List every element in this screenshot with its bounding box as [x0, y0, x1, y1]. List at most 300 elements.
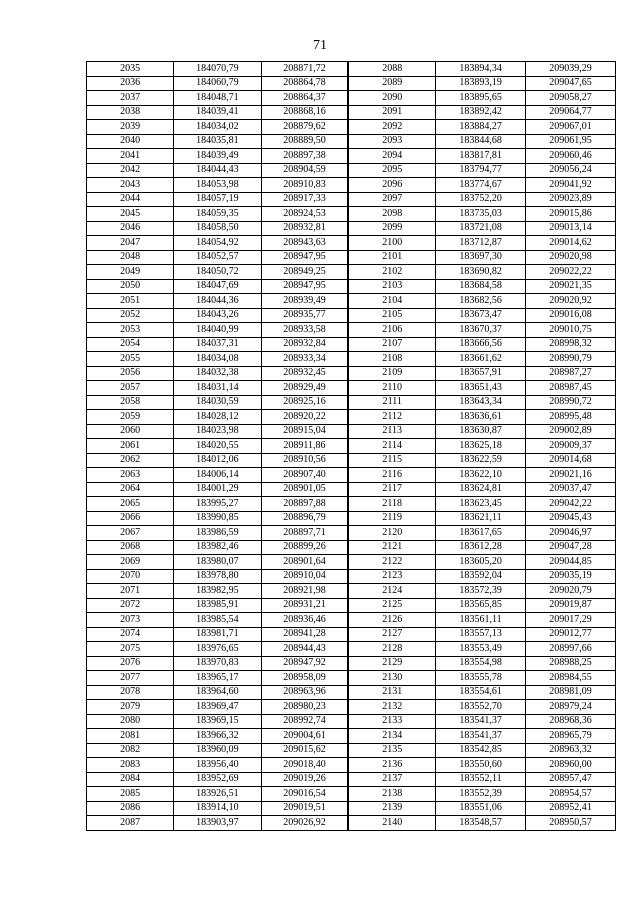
- x-coordinate-left-cell: 183978,80: [174, 569, 261, 584]
- y-coordinate-left-cell: 208947,95: [261, 279, 348, 294]
- table-row: [87, 540, 616, 555]
- x-coordinate-right-cell: 183630,87: [436, 424, 526, 439]
- point-number-right-cell: 2128: [348, 642, 435, 657]
- point-number-left-cell: 2053: [87, 323, 174, 338]
- y-coordinate-left-cell: 208864,78: [261, 76, 348, 91]
- x-coordinate-left-cell: 184050,72: [174, 265, 261, 280]
- table-row: [87, 381, 616, 396]
- y-coordinate-right-cell: 208984,55: [526, 671, 616, 686]
- point-number-right-cell: 2132: [348, 700, 435, 715]
- x-coordinate-left-cell: 184040,99: [174, 323, 261, 338]
- point-number-left-cell: 2036: [87, 76, 174, 91]
- y-coordinate-right-cell: 208963,32: [526, 743, 616, 758]
- point-number-right-cell: 2125: [348, 598, 435, 613]
- point-number-right-cell: 2124: [348, 584, 435, 599]
- point-number-right-cell: 2116: [348, 468, 435, 483]
- y-coordinate-right-cell: 209020,79: [526, 584, 616, 599]
- table-row: [87, 105, 616, 120]
- x-coordinate-right-cell: 183565,85: [436, 598, 526, 613]
- x-coordinate-left-cell: 184043,26: [174, 308, 261, 323]
- y-coordinate-left-cell: 208935,77: [261, 308, 348, 323]
- point-number-left-cell: 2077: [87, 671, 174, 686]
- table-row: [87, 352, 616, 367]
- x-coordinate-left-cell: 184006,14: [174, 468, 261, 483]
- y-coordinate-left-cell: 208904,59: [261, 163, 348, 178]
- x-coordinate-left-cell: 183981,71: [174, 627, 261, 642]
- table-row: [87, 598, 616, 613]
- point-number-right-cell: 2127: [348, 627, 435, 642]
- table-row: [87, 236, 616, 251]
- x-coordinate-left-cell: 184039,41: [174, 105, 261, 120]
- y-coordinate-right-cell: 209012,77: [526, 627, 616, 642]
- x-coordinate-right-cell: 183673,47: [436, 308, 526, 323]
- y-coordinate-left-cell: 208941,28: [261, 627, 348, 642]
- y-coordinate-right-cell: 209020,98: [526, 250, 616, 265]
- x-coordinate-right-cell: 183682,56: [436, 294, 526, 309]
- point-number-left-cell: 2061: [87, 439, 174, 454]
- y-coordinate-left-cell: 208947,92: [261, 656, 348, 671]
- x-coordinate-left-cell: 184001,29: [174, 482, 261, 497]
- coordinates-table: [86, 61, 616, 831]
- x-coordinate-right-cell: 183622,59: [436, 453, 526, 468]
- x-coordinate-right-cell: 183548,57: [436, 816, 526, 831]
- y-coordinate-right-cell: 208979,24: [526, 700, 616, 715]
- x-coordinate-left-cell: 184057,19: [174, 192, 261, 207]
- x-coordinate-right-cell: 183794,77: [436, 163, 526, 178]
- table-row: [87, 410, 616, 425]
- y-coordinate-left-cell: 208907,40: [261, 468, 348, 483]
- point-number-right-cell: 2113: [348, 424, 435, 439]
- x-coordinate-right-cell: 183605,20: [436, 555, 526, 570]
- y-coordinate-right-cell: 208981,09: [526, 685, 616, 700]
- y-coordinate-left-cell: 209018,40: [261, 758, 348, 773]
- table-row: [87, 569, 616, 584]
- x-coordinate-right-cell: 183690,82: [436, 265, 526, 280]
- table-row: [87, 395, 616, 410]
- point-number-left-cell: 2070: [87, 569, 174, 584]
- point-number-left-cell: 2043: [87, 178, 174, 193]
- table-row: [87, 656, 616, 671]
- point-number-right-cell: 2133: [348, 714, 435, 729]
- y-coordinate-right-cell: 208987,45: [526, 381, 616, 396]
- point-number-left-cell: 2050: [87, 279, 174, 294]
- y-coordinate-right-cell: 209047,65: [526, 76, 616, 91]
- table-row: [87, 613, 616, 628]
- x-coordinate-right-cell: 183670,37: [436, 323, 526, 338]
- point-number-left-cell: 2073: [87, 613, 174, 628]
- table-row: [87, 163, 616, 178]
- point-number-right-cell: 2129: [348, 656, 435, 671]
- x-coordinate-right-cell: 183622,10: [436, 468, 526, 483]
- y-coordinate-right-cell: 209058,27: [526, 91, 616, 106]
- y-coordinate-left-cell: 209019,26: [261, 772, 348, 787]
- x-coordinate-right-cell: 183623,45: [436, 497, 526, 512]
- x-coordinate-left-cell: 184053,98: [174, 178, 261, 193]
- y-coordinate-left-cell: 208933,58: [261, 323, 348, 338]
- y-coordinate-left-cell: 208897,71: [261, 526, 348, 541]
- y-coordinate-right-cell: 209015,86: [526, 207, 616, 222]
- point-number-right-cell: 2139: [348, 801, 435, 816]
- y-coordinate-right-cell: 209013,14: [526, 221, 616, 236]
- y-coordinate-left-cell: 208939,49: [261, 294, 348, 309]
- point-number-right-cell: 2119: [348, 511, 435, 526]
- y-coordinate-right-cell: 209045,43: [526, 511, 616, 526]
- y-coordinate-left-cell: 209019,51: [261, 801, 348, 816]
- point-number-right-cell: 2094: [348, 149, 435, 164]
- y-coordinate-right-cell: 209042,22: [526, 497, 616, 512]
- y-coordinate-left-cell: 208936,46: [261, 613, 348, 628]
- point-number-left-cell: 2083: [87, 758, 174, 773]
- x-coordinate-left-cell: 184012,06: [174, 453, 261, 468]
- point-number-right-cell: 2121: [348, 540, 435, 555]
- x-coordinate-left-cell: 183982,95: [174, 584, 261, 599]
- table-row: [87, 787, 616, 802]
- y-coordinate-right-cell: 208952,41: [526, 801, 616, 816]
- table-row: [87, 700, 616, 715]
- x-coordinate-right-cell: 183561,11: [436, 613, 526, 628]
- point-number-left-cell: 2078: [87, 685, 174, 700]
- point-number-left-cell: 2051: [87, 294, 174, 309]
- point-number-right-cell: 2093: [348, 134, 435, 149]
- x-coordinate-right-cell: 183893,19: [436, 76, 526, 91]
- y-coordinate-right-cell: 209014,62: [526, 236, 616, 251]
- x-coordinate-right-cell: 183844,68: [436, 134, 526, 149]
- y-coordinate-left-cell: 208949,25: [261, 265, 348, 280]
- y-coordinate-left-cell: 208868,16: [261, 105, 348, 120]
- point-number-left-cell: 2058: [87, 395, 174, 410]
- y-coordinate-left-cell: 209015,62: [261, 743, 348, 758]
- y-coordinate-right-cell: 209021,35: [526, 279, 616, 294]
- point-number-right-cell: 2095: [348, 163, 435, 178]
- x-coordinate-left-cell: 184035,81: [174, 134, 261, 149]
- y-coordinate-right-cell: 209009,37: [526, 439, 616, 454]
- point-number-left-cell: 2048: [87, 250, 174, 265]
- y-coordinate-right-cell: 209047,28: [526, 540, 616, 555]
- y-coordinate-left-cell: 208915,04: [261, 424, 348, 439]
- x-coordinate-left-cell: 183985,54: [174, 613, 261, 628]
- y-coordinate-left-cell: 208879,62: [261, 120, 348, 135]
- y-coordinate-right-cell: 209067,01: [526, 120, 616, 135]
- point-number-left-cell: 2063: [87, 468, 174, 483]
- x-coordinate-left-cell: 184034,08: [174, 352, 261, 367]
- x-coordinate-right-cell: 183621,11: [436, 511, 526, 526]
- x-coordinate-right-cell: 183572,39: [436, 584, 526, 599]
- y-coordinate-right-cell: 209019,87: [526, 598, 616, 613]
- x-coordinate-left-cell: 184070,79: [174, 62, 261, 77]
- x-coordinate-right-cell: 183774,67: [436, 178, 526, 193]
- y-coordinate-left-cell: 208911,86: [261, 439, 348, 454]
- x-coordinate-right-cell: 183636,61: [436, 410, 526, 425]
- x-coordinate-right-cell: 183612,28: [436, 540, 526, 555]
- point-number-left-cell: 2082: [87, 743, 174, 758]
- x-coordinate-right-cell: 183554,61: [436, 685, 526, 700]
- x-coordinate-right-cell: 183552,70: [436, 700, 526, 715]
- point-number-right-cell: 2126: [348, 613, 435, 628]
- point-number-left-cell: 2045: [87, 207, 174, 222]
- y-coordinate-right-cell: 209016,08: [526, 308, 616, 323]
- x-coordinate-left-cell: 184052,57: [174, 250, 261, 265]
- y-coordinate-right-cell: 209014,68: [526, 453, 616, 468]
- x-coordinate-left-cell: 183990,85: [174, 511, 261, 526]
- y-coordinate-left-cell: 208932,84: [261, 337, 348, 352]
- point-number-left-cell: 2057: [87, 381, 174, 396]
- table-row: [87, 424, 616, 439]
- y-coordinate-right-cell: 208950,57: [526, 816, 616, 831]
- x-coordinate-left-cell: 183952,69: [174, 772, 261, 787]
- table-row: [87, 511, 616, 526]
- y-coordinate-right-cell: 208990,79: [526, 352, 616, 367]
- point-number-left-cell: 2046: [87, 221, 174, 236]
- point-number-right-cell: 2135: [348, 743, 435, 758]
- point-number-right-cell: 2140: [348, 816, 435, 831]
- x-coordinate-right-cell: 183557,13: [436, 627, 526, 642]
- y-coordinate-right-cell: 208995,48: [526, 410, 616, 425]
- x-coordinate-right-cell: 183555,78: [436, 671, 526, 686]
- y-coordinate-right-cell: 209023,89: [526, 192, 616, 207]
- point-number-right-cell: 2109: [348, 366, 435, 381]
- point-number-right-cell: 2114: [348, 439, 435, 454]
- point-number-left-cell: 2054: [87, 337, 174, 352]
- x-coordinate-left-cell: 183969,47: [174, 700, 261, 715]
- y-coordinate-left-cell: 208932,81: [261, 221, 348, 236]
- table-row: [87, 453, 616, 468]
- x-coordinate-right-cell: 183721,08: [436, 221, 526, 236]
- x-coordinate-right-cell: 183542,85: [436, 743, 526, 758]
- table-row: [87, 743, 616, 758]
- point-number-right-cell: 2137: [348, 772, 435, 787]
- point-number-right-cell: 2089: [348, 76, 435, 91]
- y-coordinate-left-cell: 208897,38: [261, 149, 348, 164]
- y-coordinate-right-cell: 208998,32: [526, 337, 616, 352]
- y-coordinate-right-cell: 209010,75: [526, 323, 616, 338]
- y-coordinate-right-cell: 208997,66: [526, 642, 616, 657]
- table-row: [87, 366, 616, 381]
- point-number-left-cell: 2042: [87, 163, 174, 178]
- table-row: [87, 120, 616, 135]
- table-row: [87, 178, 616, 193]
- table-row: [87, 337, 616, 352]
- y-coordinate-left-cell: 209016,54: [261, 787, 348, 802]
- x-coordinate-left-cell: 183926,51: [174, 787, 261, 802]
- y-coordinate-left-cell: 208889,50: [261, 134, 348, 149]
- point-number-left-cell: 2039: [87, 120, 174, 135]
- point-number-left-cell: 2087: [87, 816, 174, 831]
- x-coordinate-left-cell: 183986,59: [174, 526, 261, 541]
- point-number-right-cell: 2134: [348, 729, 435, 744]
- table-row: [87, 526, 616, 541]
- y-coordinate-right-cell: 208960,00: [526, 758, 616, 773]
- point-number-left-cell: 2086: [87, 801, 174, 816]
- x-coordinate-right-cell: 183554,98: [436, 656, 526, 671]
- x-coordinate-right-cell: 183892,42: [436, 105, 526, 120]
- x-coordinate-right-cell: 183625,18: [436, 439, 526, 454]
- point-number-right-cell: 2107: [348, 337, 435, 352]
- y-coordinate-left-cell: 208963,96: [261, 685, 348, 700]
- point-number-right-cell: 2088: [348, 62, 435, 77]
- x-coordinate-left-cell: 184028,12: [174, 410, 261, 425]
- point-number-right-cell: 2102: [348, 265, 435, 280]
- table-row: [87, 772, 616, 787]
- y-coordinate-right-cell: 209002,89: [526, 424, 616, 439]
- x-coordinate-left-cell: 184060,79: [174, 76, 261, 91]
- x-coordinate-right-cell: 183551,06: [436, 801, 526, 816]
- y-coordinate-left-cell: 208931,21: [261, 598, 348, 613]
- point-number-left-cell: 2060: [87, 424, 174, 439]
- y-coordinate-right-cell: 208987,27: [526, 366, 616, 381]
- y-coordinate-left-cell: 208947,95: [261, 250, 348, 265]
- x-coordinate-right-cell: 183624,81: [436, 482, 526, 497]
- table-row: [87, 482, 616, 497]
- table-row: [87, 207, 616, 222]
- y-coordinate-left-cell: 208924,53: [261, 207, 348, 222]
- y-coordinate-left-cell: 208933,34: [261, 352, 348, 367]
- y-coordinate-right-cell: 208990,72: [526, 395, 616, 410]
- page-number: 71: [313, 38, 327, 53]
- table-row: [87, 279, 616, 294]
- x-coordinate-left-cell: 184034,02: [174, 120, 261, 135]
- point-number-left-cell: 2059: [87, 410, 174, 425]
- table-row: [87, 801, 616, 816]
- y-coordinate-right-cell: 209021,16: [526, 468, 616, 483]
- point-number-right-cell: 2106: [348, 323, 435, 338]
- point-number-right-cell: 2130: [348, 671, 435, 686]
- point-number-right-cell: 2131: [348, 685, 435, 700]
- x-coordinate-left-cell: 183969,15: [174, 714, 261, 729]
- point-number-right-cell: 2120: [348, 526, 435, 541]
- point-number-left-cell: 2074: [87, 627, 174, 642]
- table-row: [87, 627, 616, 642]
- point-number-left-cell: 2056: [87, 366, 174, 381]
- x-coordinate-right-cell: 183552,39: [436, 787, 526, 802]
- table-row: [87, 468, 616, 483]
- x-coordinate-right-cell: 183817,81: [436, 149, 526, 164]
- y-coordinate-right-cell: 209041,92: [526, 178, 616, 193]
- point-number-right-cell: 2110: [348, 381, 435, 396]
- y-coordinate-left-cell: 208980,23: [261, 700, 348, 715]
- point-number-right-cell: 2112: [348, 410, 435, 425]
- table-row: [87, 134, 616, 149]
- y-coordinate-left-cell: 208864,37: [261, 91, 348, 106]
- x-coordinate-right-cell: 183894,34: [436, 62, 526, 77]
- point-number-left-cell: 2037: [87, 91, 174, 106]
- point-number-left-cell: 2066: [87, 511, 174, 526]
- point-number-left-cell: 2041: [87, 149, 174, 164]
- point-number-left-cell: 2055: [87, 352, 174, 367]
- x-coordinate-left-cell: 184058,50: [174, 221, 261, 236]
- point-number-left-cell: 2065: [87, 497, 174, 512]
- y-coordinate-right-cell: 208988,25: [526, 656, 616, 671]
- x-coordinate-right-cell: 183895,65: [436, 91, 526, 106]
- point-number-right-cell: 2099: [348, 221, 435, 236]
- y-coordinate-left-cell: 208920,22: [261, 410, 348, 425]
- x-coordinate-right-cell: 183541,37: [436, 729, 526, 744]
- y-coordinate-right-cell: 209037,47: [526, 482, 616, 497]
- point-number-left-cell: 2044: [87, 192, 174, 207]
- table-row: [87, 265, 616, 280]
- point-number-right-cell: 2122: [348, 555, 435, 570]
- y-coordinate-left-cell: 208925,16: [261, 395, 348, 410]
- point-number-right-cell: 2104: [348, 294, 435, 309]
- x-coordinate-right-cell: 183550,60: [436, 758, 526, 773]
- x-coordinate-left-cell: 183995,27: [174, 497, 261, 512]
- table-row: [87, 758, 616, 773]
- y-coordinate-right-cell: 208954,57: [526, 787, 616, 802]
- x-coordinate-right-cell: 183712,87: [436, 236, 526, 251]
- point-number-left-cell: 2052: [87, 308, 174, 323]
- point-number-left-cell: 2047: [87, 236, 174, 251]
- point-number-left-cell: 2069: [87, 555, 174, 570]
- table-row: [87, 439, 616, 454]
- x-coordinate-left-cell: 183914,10: [174, 801, 261, 816]
- y-coordinate-left-cell: 208901,05: [261, 482, 348, 497]
- x-coordinate-right-cell: 183552,11: [436, 772, 526, 787]
- x-coordinate-left-cell: 184044,43: [174, 163, 261, 178]
- x-coordinate-left-cell: 183980,07: [174, 555, 261, 570]
- x-coordinate-left-cell: 184054,92: [174, 236, 261, 251]
- x-coordinate-right-cell: 183643,34: [436, 395, 526, 410]
- y-coordinate-left-cell: 208899,26: [261, 540, 348, 555]
- y-coordinate-left-cell: 208958,09: [261, 671, 348, 686]
- point-number-left-cell: 2076: [87, 656, 174, 671]
- table-row: [87, 221, 616, 236]
- point-number-right-cell: 2100: [348, 236, 435, 251]
- point-number-right-cell: 2101: [348, 250, 435, 265]
- y-coordinate-right-cell: 209035,19: [526, 569, 616, 584]
- point-number-left-cell: 2038: [87, 105, 174, 120]
- y-coordinate-left-cell: 208944,43: [261, 642, 348, 657]
- table-row: [87, 192, 616, 207]
- y-coordinate-right-cell: 209061,95: [526, 134, 616, 149]
- table-row: [87, 294, 616, 309]
- x-coordinate-right-cell: 183661,62: [436, 352, 526, 367]
- point-number-right-cell: 2111: [348, 395, 435, 410]
- y-coordinate-left-cell: 208910,04: [261, 569, 348, 584]
- x-coordinate-left-cell: 183903,97: [174, 816, 261, 831]
- point-number-right-cell: 2105: [348, 308, 435, 323]
- x-coordinate-left-cell: 183956,40: [174, 758, 261, 773]
- y-coordinate-right-cell: 209017,29: [526, 613, 616, 628]
- y-coordinate-right-cell: 209060,46: [526, 149, 616, 164]
- table-row: [87, 714, 616, 729]
- table-row: [87, 250, 616, 265]
- x-coordinate-right-cell: 183684,58: [436, 279, 526, 294]
- point-number-left-cell: 2079: [87, 700, 174, 715]
- x-coordinate-right-cell: 183884,27: [436, 120, 526, 135]
- y-coordinate-left-cell: 208932,45: [261, 366, 348, 381]
- x-coordinate-right-cell: 183617,65: [436, 526, 526, 541]
- x-coordinate-left-cell: 184030,59: [174, 395, 261, 410]
- x-coordinate-right-cell: 183697,30: [436, 250, 526, 265]
- table-row: [87, 555, 616, 570]
- x-coordinate-right-cell: 183553,49: [436, 642, 526, 657]
- x-coordinate-left-cell: 184023,98: [174, 424, 261, 439]
- point-number-left-cell: 2072: [87, 598, 174, 613]
- point-number-left-cell: 2040: [87, 134, 174, 149]
- point-number-left-cell: 2062: [87, 453, 174, 468]
- y-coordinate-left-cell: 208871,72: [261, 62, 348, 77]
- y-coordinate-left-cell: 208992,74: [261, 714, 348, 729]
- y-coordinate-right-cell: 209039,29: [526, 62, 616, 77]
- y-coordinate-right-cell: 209044,85: [526, 555, 616, 570]
- point-number-left-cell: 2084: [87, 772, 174, 787]
- point-number-right-cell: 2103: [348, 279, 435, 294]
- table-row: [87, 671, 616, 686]
- table-row: [87, 323, 616, 338]
- y-coordinate-left-cell: 208901,64: [261, 555, 348, 570]
- x-coordinate-left-cell: 183970,83: [174, 656, 261, 671]
- table-row: [87, 497, 616, 512]
- point-number-right-cell: 2123: [348, 569, 435, 584]
